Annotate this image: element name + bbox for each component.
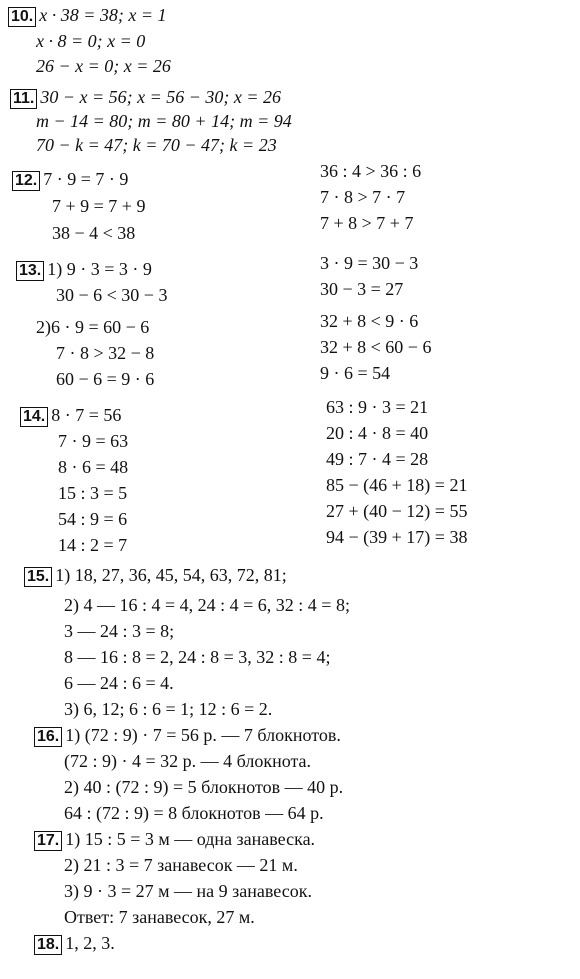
item-14-right-2: 20 : 4 · 8 = 40 [326,423,429,443]
item-15-line-2: 2) 4 — 16 : 4 = 4, 24 : 4 = 6, 32 : 4 = 8; [64,595,350,615]
item-16-line-4: 64 : (72 : 9) = 8 блокнотов — 64 р. [64,803,324,823]
item-16-line-1: 16. 1) (72 : 9) · 7 = 56 р. — 7 блокнотов. [34,724,341,747]
item-number-16: 16. [34,727,62,747]
item-10-line-2: x · 8 = 0; x = 0 [36,31,146,51]
item-13-right-4: 32 + 8 < 60 − 6 [320,337,432,357]
item-14-left-6: 14 : 2 = 7 [58,535,128,555]
item-14-left-4: 15 : 3 = 5 [58,483,128,503]
item-13-left-5: 60 − 6 = 9 · 6 [56,369,155,389]
item-17-line-3: 3) 9 · 3 = 27 м — на 9 занавесок. [64,881,312,901]
item-10-line-1: 10. x · 38 = 38; x = 1 [8,4,167,27]
item-16-line-2: (72 : 9) · 4 = 32 р. — 4 блокнота. [64,751,312,771]
item-number-14: 14. [20,407,48,427]
item-12-right-3: 7 + 8 > 7 + 7 [320,213,414,233]
item-14-right-1: 63 : 9 · 3 = 21 [326,397,429,417]
item-12-right-1: 36 : 4 > 36 : 6 [320,161,422,181]
item-number-13: 13. [16,261,44,281]
item-17-line-2: 2) 21 : 3 = 7 занавесок — 21 м. [64,855,298,875]
item-16-line-3: 2) 40 : (72 : 9) = 5 блокнотов — 40 р. [64,777,344,797]
item-12-left-3: 38 − 4 < 38 [52,223,136,243]
item-14-left-3: 8 · 6 = 48 [58,457,129,477]
item-number-15: 15. [24,567,52,587]
item-13-right-5: 9 · 6 = 54 [320,363,391,383]
item-15-line-6: 3) 6, 12; 6 : 6 = 1; 12 : 6 = 2. [64,699,273,719]
item-11-line-1: 11. 30 − x = 56; x = 56 − 30; x = 26 [10,86,281,109]
item-14-left-5: 54 : 9 = 6 [58,509,128,529]
item-13-left-3: 2)6 · 9 = 60 − 6 [36,317,150,337]
item-12-left-2: 7 + 9 = 7 + 9 [52,196,146,216]
item-13-right-3: 32 + 8 < 9 · 6 [320,311,419,331]
item-18-line-1: 18. 1, 2, 3. [34,932,115,955]
item-10-line-3: 26 − x = 0; x = 26 [36,56,171,76]
item-13-left-2: 30 − 6 < 30 − 3 [56,285,168,305]
item-number-17: 17. [34,831,62,851]
item-15-line-4: 8 — 16 : 8 = 2, 24 : 8 = 3, 32 : 8 = 4; [64,647,331,667]
item-15-line-5: 6 — 24 : 6 = 4. [64,673,174,693]
item-14-right-5: 27 + (40 − 12) = 55 [326,501,468,521]
item-13-left-4: 7 · 8 > 32 − 8 [56,343,155,363]
item-14-left-1: 14. 8 · 7 = 56 [20,404,121,427]
item-14-left-2: 7 · 9 = 63 [58,431,129,451]
item-number-12: 12. [12,171,40,191]
item-14-right-4: 85 − (46 + 18) = 21 [326,475,468,495]
item-13-left-1: 13. 1) 9 · 3 = 3 · 9 [16,258,152,281]
item-13-right-1: 3 · 9 = 30 − 3 [320,253,419,273]
item-12-right-2: 7 · 8 > 7 · 7 [320,187,406,207]
item-15-line-3: 3 — 24 : 3 = 8; [64,621,175,641]
item-number-10: 10. [8,7,36,27]
item-14-right-3: 49 : 7 · 4 = 28 [326,449,429,469]
item-11-line-3: 70 − k = 47; k = 70 − 47; k = 23 [36,135,277,155]
item-15-line-1: 15. 1) 18, 27, 36, 45, 54, 63, 72, 81; [24,564,287,587]
item-11-line-2: m − 14 = 80; m = 80 + 14; m = 94 [36,111,292,131]
item-number-18: 18. [34,935,62,955]
item-12-left-1: 12. 7 · 9 = 7 · 9 [12,168,128,191]
item-17-line-1: 17. 1) 15 : 5 = 3 м — одна занавеска. [34,828,315,851]
item-14-right-6: 94 − (39 + 17) = 38 [326,527,468,547]
item-17-line-4: Ответ: 7 занавесок, 27 м. [64,907,255,927]
item-number-11: 11. [10,89,37,109]
item-13-right-2: 30 − 3 = 27 [320,279,404,299]
